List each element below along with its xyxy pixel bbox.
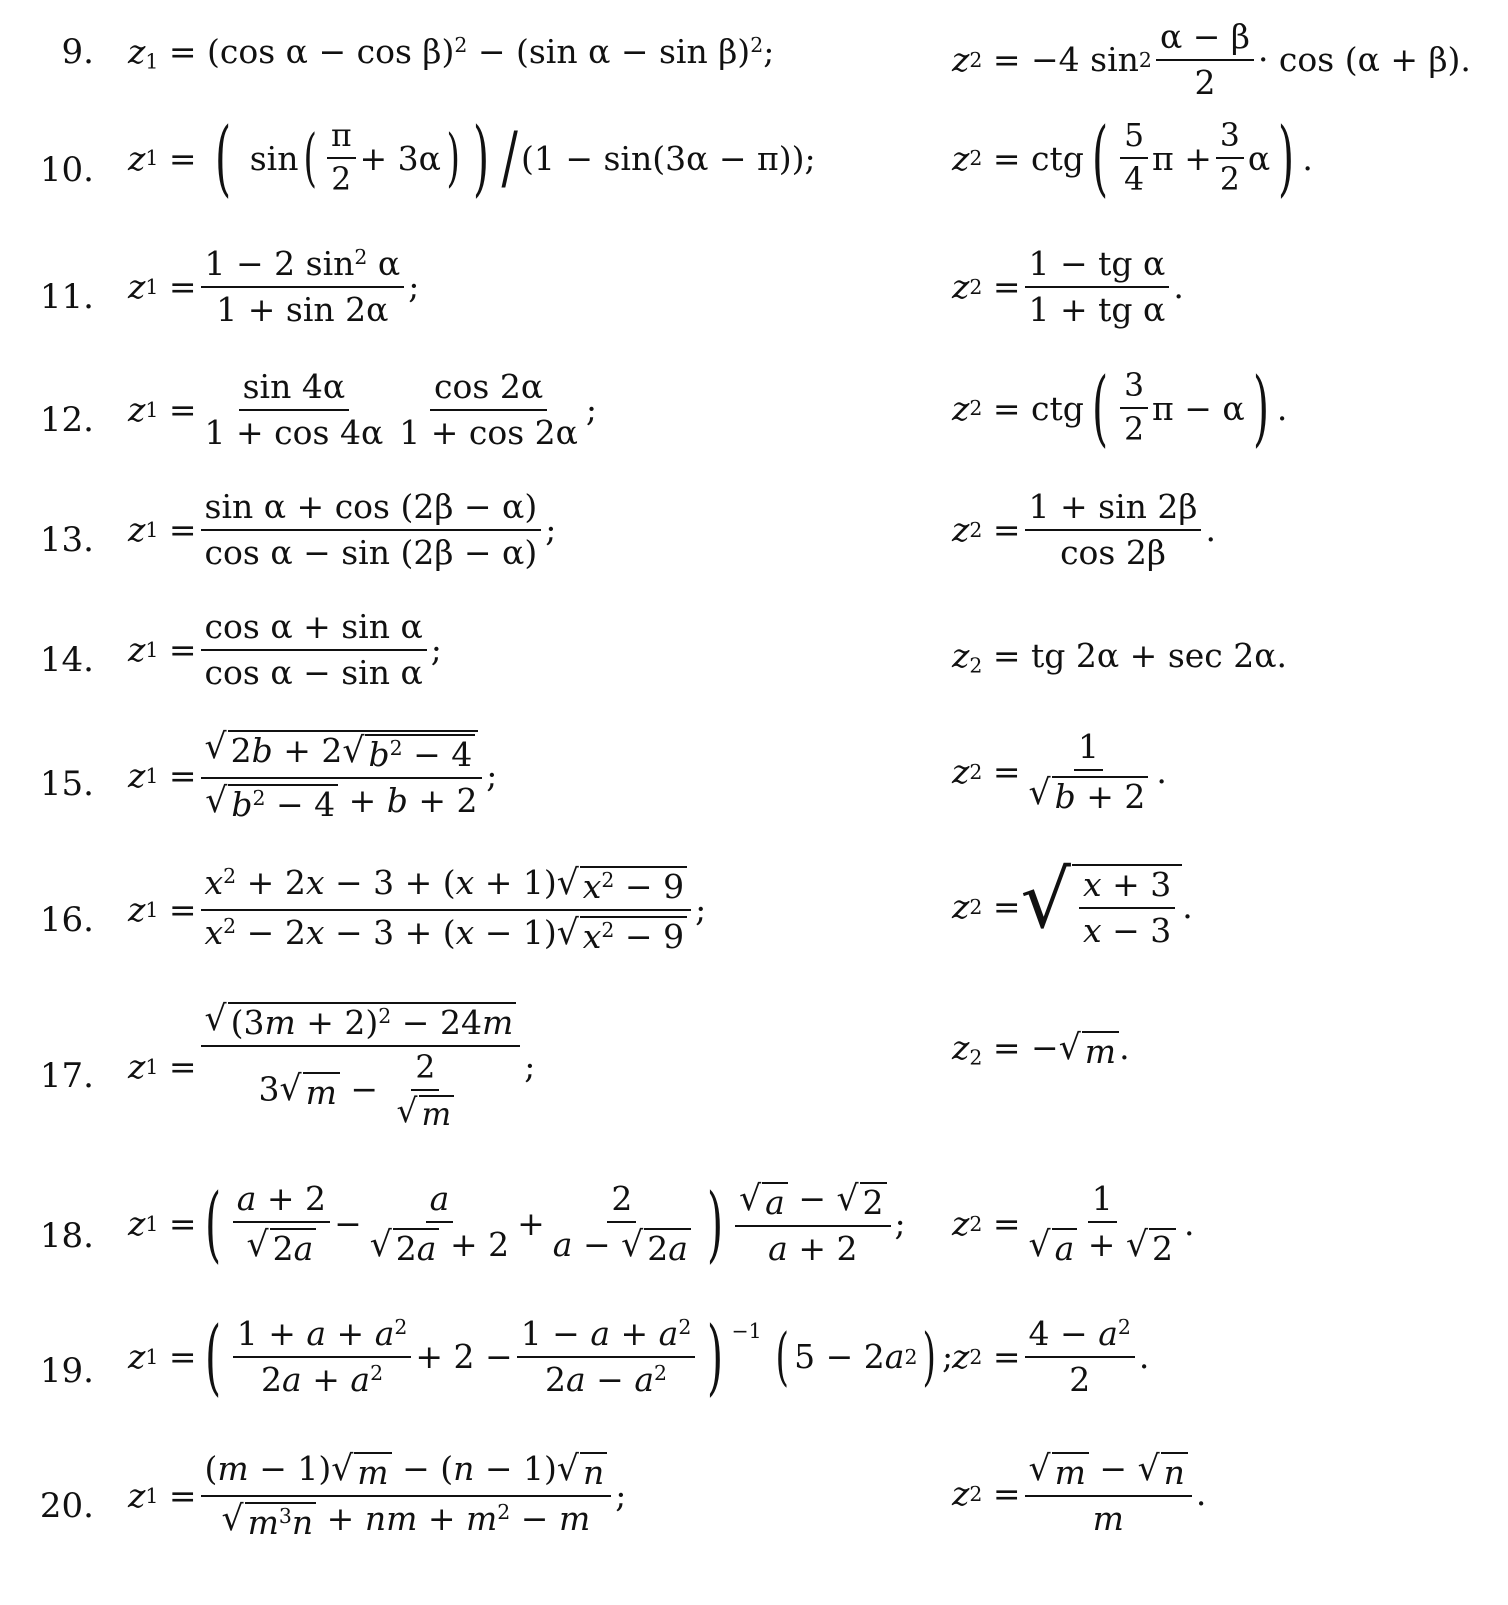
z2-expression: z 2 = 1 √ b + 2 . xyxy=(952,727,1167,816)
z2-expression: z 2 = √ m − √ n m . xyxy=(952,1449,1207,1538)
problem-row-20 xyxy=(0,1450,1508,1560)
z1-expression: z 1 = $\frac{\sin 4\alpha}{1 + \cos 4\alpha}$ $\frac{\cos 2\alpha}{1 + \cos 2\alpha}$ ; xyxy=(128,367,598,452)
problem-number: 16. xyxy=(39,900,94,940)
z2-expression: $z_2$ = tg 2α + sec 2α. xyxy=(952,636,1288,678)
problem-row-10 xyxy=(0,109,1508,218)
problem-number: 9. xyxy=(61,32,94,72)
z2-expression: z 2 = $\frac{4 - a^2}{2}$ . xyxy=(952,1314,1150,1399)
z2-expression: z 2 = √ $\frac{x + 3}{x - 3}$ . xyxy=(952,853,1193,950)
z2-expression: z 2 = 1 √ a + √ 2 . xyxy=(952,1179,1195,1268)
z1-expression: $z_1 = (\cos$ α − cos β)$^2$ − (sin α − sin β)$^2$; xyxy=(128,32,775,74)
problem-row-15 xyxy=(0,728,1508,838)
z1-expression: z 1 = $\frac{1 - 2 \sin^2 \alpha}{1 + \sin 2\alpha}$ ; xyxy=(128,244,420,329)
z2-expression: z 2 = −4 sin 2 $\frac{\alpha - \beta}{2}$ · cos (α + β). xyxy=(952,17,1471,102)
z1-expression: z 1 = $\frac{\text{cos α + sin α}}{\text{cos α − sin α}}$ ; xyxy=(128,607,442,692)
problem-number: 18. xyxy=(39,1216,94,1256)
z1-expression: z 1 = ( a + 2 √ 2a − a √ 2a + 2 + 2 a − √ 2a ) √ a − √ 2 a + 2 ; xyxy=(128,1175,906,1272)
z1-expression: z 1 = $x^2 + 2x - 3 + (x + 1)$ √ $x^2 - 9$ $x^2 - 2x - 3 + (x - 1)$ √ $x^2 - 9$ ; xyxy=(128,863,707,956)
z1-expression: z 1 = $\frac{\text{sin α + cos (2β − α)}}{\text{cos α − sin (2β − α)}}$ ; xyxy=(128,487,557,572)
z1-expression: z 1 = (m − 1) √ m − (n − 1) √ n √ $m^3n$ + nm + $m^2 - m$ ; xyxy=(128,1449,627,1542)
z1-expression: z 1 = ( $\frac{1 + a + a^2}{2a + a^2}$ + 2 − $\frac{1 - a + a^2}{2a - a^2}$ ) $^{-1}$ ( 5 − 2 a 2 ) ; xyxy=(128,1308,954,1405)
problem-row-14 xyxy=(0,608,1508,708)
problem-row-17 xyxy=(0,1000,1508,1160)
problem-number: 13. xyxy=(39,520,94,560)
z1-expression: z 1 = ( sin ( $\frac{\pi}{2}$ + 3α ) ) / (1 − sin(3α − π)); xyxy=(128,109,816,206)
z2-expression: z 2 = ctg ( $\frac{3}{2}$ π − α ) . xyxy=(952,359,1288,456)
problem-number: 12. xyxy=(39,400,94,440)
problem-number: 17. xyxy=(39,1056,94,1096)
problem-row-13 xyxy=(0,488,1508,588)
problem-row-16 xyxy=(0,853,1508,974)
z1-expression: z 1 = √ $(3m + 2)^2 - 24m$ 3 √ m − 2 √ m ; xyxy=(128,999,536,1133)
problem-row-11 xyxy=(0,245,1508,345)
z1-expression: z 1 = √ 2b + 2 √ $b^2 - 4$ √ $b^2 - 4$ + b + 2 ; xyxy=(128,727,498,824)
problem-number: 19. xyxy=(39,1351,94,1391)
problem-number: 20. xyxy=(39,1486,94,1526)
z2-expression: z 2 = $\frac{1 + \sin 2\beta}{\cos 2\beta}$ . xyxy=(952,487,1216,572)
problem-number: 14. xyxy=(39,640,94,680)
problem-row-18 xyxy=(0,1175,1508,1290)
problem-row-19 xyxy=(0,1308,1508,1425)
problem-number: 15. xyxy=(39,764,94,804)
z2-expression: $z_2$ = − √ m . xyxy=(952,1028,1130,1071)
problem-row-12 xyxy=(0,359,1508,468)
problem-row-9 xyxy=(0,17,1508,102)
z2-expression: z 2 = ctg ( $\frac{5}{4}$ π + $\frac{3}{2}$ α ) . xyxy=(952,109,1313,206)
z2-expression: z 2 = $\frac{\text{1 − tg α}}{\text{1 + tg α}}$ . xyxy=(952,244,1184,329)
problem-number: 10. xyxy=(39,150,94,190)
problem-number: 11. xyxy=(39,277,94,317)
